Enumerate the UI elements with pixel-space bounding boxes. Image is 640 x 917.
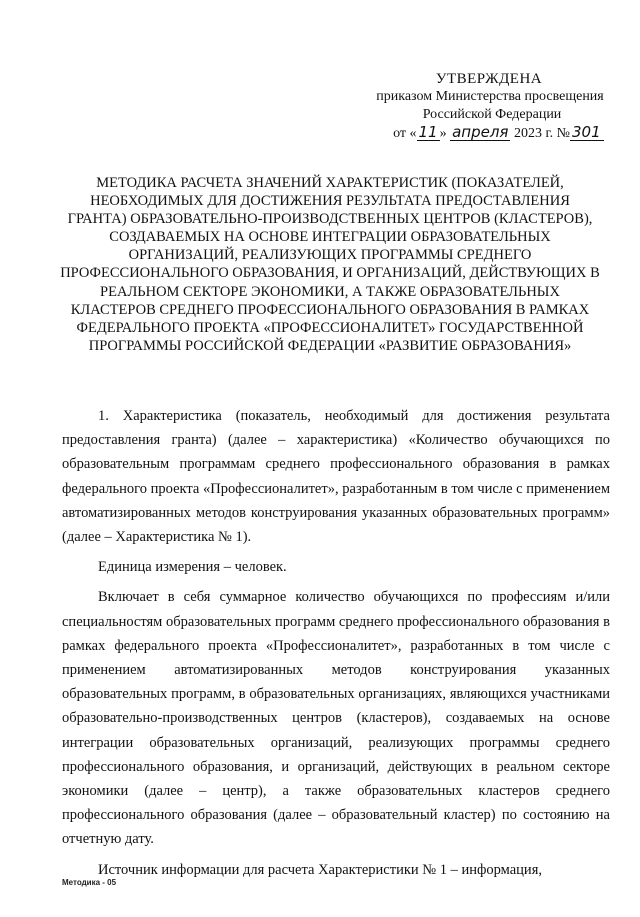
approval-title: УТВЕРЖДЕНА xyxy=(435,71,543,87)
approval-ministry: Российской Федерации xyxy=(422,107,562,122)
handwritten-order-number: 301 xyxy=(570,124,604,141)
handwritten-day: 11 xyxy=(418,123,438,141)
year-text: 2023 г. № xyxy=(513,126,570,141)
approval-order: приказом Министерства просвещения xyxy=(376,89,604,104)
document-title: МЕТОДИКА РАСЧЕТА ЗНАЧЕНИЙ ХАРАКТЕРИСТИК (ПОКАЗАТЕЛЕЙ, НЕОБХОДИМЫХ ДЛЯ ДОСТИЖЕНИЯ РЕЗУЛЬТАТА ПРЕДОСТАВЛЕНИЯ ГРАНТА) ОБРАЗОВАТЕЛЬНО-ПРОИЗВОДСТВЕННЫХ ЦЕНТРОВ (КЛАСТЕРОВ), СОЗДАВАЕМЫХ НА ОСНОВЕ ИНТЕГРАЦИИ ОБРАЗОВАТЕЛЬНЫХ ОРГАНИЗАЦИЙ, РЕАЛИЗУЮЩИХ ПРОГРАММЫ СРЕДНЕГО ПРОФЕССИОНАЛЬНОГО ОБРАЗОВАНИЯ, И ОРГАНИЗАЦИЙ, ДЕЙСТВУЮЩИХ В РЕАЛЬНОМ СЕКТОРЕ ЭКОНОМИКИ, А ТАКЖЕ ОБРАЗОВАТЕЛЬНЫХ КЛАСТЕРОВ СРЕДНЕГО ПРОФЕССИОНАЛЬНОГО ОБРАЗОВАНИЯ В РАМКАХ ФЕДЕРАЛЬНОГО ПРОЕКТА «ПРОФЕССИОНАЛИТЕТ» ГОСУДАРСТВЕННОЙ ПРОГРАММЫ РОССИЙСКОЙ ФЕДЕРАЦИИ «РАЗВИТИЕ ОБРАЗОВАНИЯ» xyxy=(60,175,600,354)
paragraph-source: Источник информации для расчета Характеристики № 1 – информация, xyxy=(98,861,542,878)
paragraph-unit: Единица измерения – человек. xyxy=(98,559,287,576)
document-body xyxy=(62,404,610,882)
approval-date-line xyxy=(330,124,610,143)
day-suffix: » xyxy=(439,126,447,141)
handwritten-month: апреля xyxy=(452,123,509,141)
approval-block xyxy=(330,70,610,143)
paragraph-includes: Включает в себя суммарное количество обучающихся по профессиям и/или специальностям образовательных программ среднего профессионального образования в рамках федерального проекта «Профессионалитет», разработанных в том числе с применением автоматизированных методов конструирования указанных образовательных программ, в образовательных организациях, являющихся участниками образовательно-производственных центров (кластеров), создаваемых на основе интеграции образовательных организаций, реализующих программы среднего профессионального образования, и организаций, действующих в реальном секторе экономики (далее – центр), а также образовательных кластеров среднего профессионального образования (далее – образовательный кластер) по состоянию на отчетную дату. xyxy=(62,589,610,848)
footer-label: Методика - 05 xyxy=(62,878,117,887)
date-prefix: от « xyxy=(393,126,417,141)
paragraph-1: 1. Характеристика (показатель, необходимый для достижения результата предоставления гранта) (далее – характеристика) «Количество обучающихся по образовательным программам среднего профессионального образования в рамках федерального проекта «Профессионалитет», разработанным в том числе с применением автоматизированных методов конструирования указанных образовательных программ» (далее – Характеристика № 1). xyxy=(62,408,610,546)
